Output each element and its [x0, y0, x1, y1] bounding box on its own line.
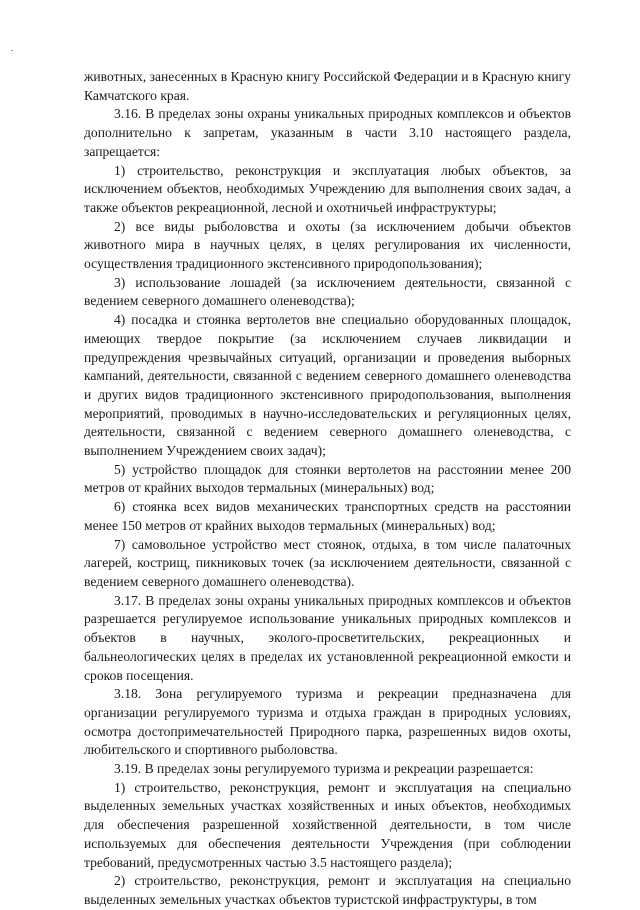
list-item: 7) самовольное устройство мест стоянок, отдыха, в том числе палаточных лагерей, кострищ, пикниковых точек (за исключением деятельности, связанной с ведением северного домашнего оленеводства).: [84, 536, 571, 589]
document-body: [84, 68, 571, 910]
list-item: 1) строительство, реконструкция и эксплуатация любых объектов, за исключением объектов, необходимых Учреждению для выполнения своих задач, а также объектов рекреационной, лесной и охотничьей инфраструктуры;: [84, 162, 571, 215]
list-item: 1) строительство, реконструкция, ремонт и эксплуатация на специально выделенных земельных участках хозяйственных и иных объектов, необходимых для обеспечения разрешенной хозяйственной деятельности, в том числе используемых для обеспечения деятельности Учреждения (при соблюдении требований, предусмотренных частью 3.5 настоящего раздела);: [84, 779, 571, 870]
list-item: 3) использование лошадей (за исключением деятельности, связанной с ведением северного домашнего оленеводства);: [84, 274, 571, 309]
list-item: 5) устройство площадок для стоянки вертолетов на расстоянии менее 200 метров от крайних выходов термальных (минеральных) вод;: [84, 461, 571, 496]
paragraph-3-17: 3.17. В пределах зоны охраны уникальных природных комплексов и объектов разрешается регулируемое использование уникальных природных комплексов и объектов в научных, эколого-просветительских, рекреационных и бальнеологических целях в пределах их установленной рекреационной емкости и сроков посещения.: [84, 592, 571, 683]
list-item: 6) стоянка всех видов механических транспортных средств на расстоянии менее 150 метров от крайних выходов термальных (минеральных) вод;: [84, 499, 571, 533]
list-item: 2) все виды рыболовства и охоты (за исключением добычи объектов животного мира в научных целях, в целях регулирования их численности, осуществления традиционного экстенсивного природопользования);: [84, 218, 571, 272]
scan-mark: [11, 50, 13, 51]
paragraph-3-19: 3.19. В пределах зоны регулируемого туризма и рекреации разрешается:: [114, 761, 534, 777]
list-item: 4) посадка и стоянка вертолетов вне специально оборудованных площадок, имеющих твердое покрытие (за исключением случаев ликвидации и предупреждения чрезвычайных ситуаций, организации и проведения выборных кампаний, деятельности, связанной с ведением северного домашнего оленеводства и других видов традиционного экстенсивного природопользования, выполнения мероприятий, проводимых в научно-исследовательских и регуляционных целях, деятельности, связанной с ведением северного домашнего оленеводства, с выполнением Учреждением своих задач);: [84, 312, 571, 459]
paragraph: животных, занесенных в Красную книгу Российской Федерации и в Красную книгу Камчатского края.: [84, 69, 571, 103]
paragraph-3-16: 3.16. В пределах зоны охраны уникальных природных комплексов и объектов дополнительно к запретам, указанным в части 3.10 настоящего раздела, запрещается:: [84, 106, 571, 159]
paragraph-3-18: 3.18. Зона регулируемого туризма и рекреации предназначена для организации регулируемого туризма и отдыха граждан в природных условиях, осмотра достопримечательностей Природного парка, разрешенных видов охоты, любительского и спортивного рыболовства.: [84, 686, 571, 758]
list-item: 2) строительство, реконструкция, ремонт и эксплуатация на специально выделенных земельных участках объектов туристской инфраструктуры, в том: [84, 873, 571, 907]
